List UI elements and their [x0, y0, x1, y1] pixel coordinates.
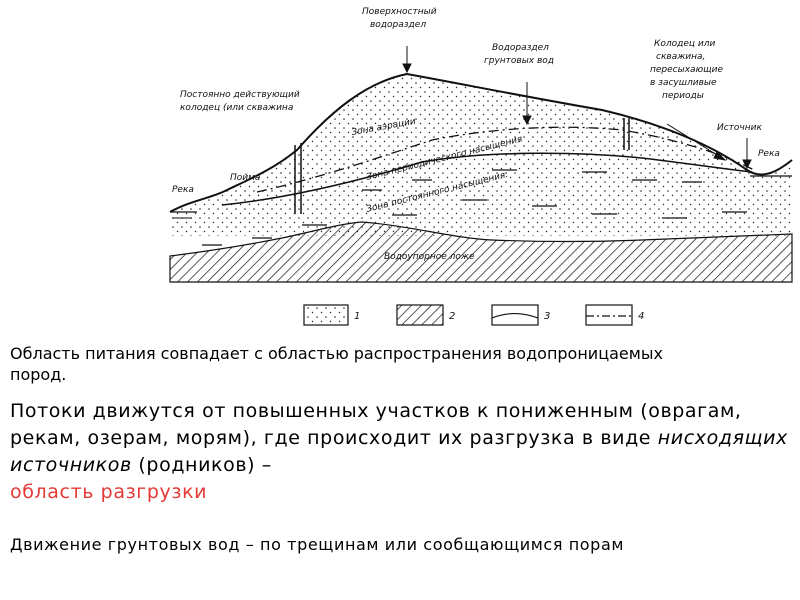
label-river-right: Река	[758, 149, 780, 159]
label-aquiclude: Водоупорное ложе	[384, 252, 475, 262]
svg-text:периоды: периоды	[662, 91, 704, 101]
label-well-drying: Колодец или	[654, 39, 716, 49]
label-surface-divide-2: водораздел	[370, 20, 427, 30]
svg-text:в засушливые: в засушливые	[650, 78, 717, 88]
paragraph-recharge: Область питания совпадает с областью распространения водопроницаемых пород.	[10, 344, 663, 384]
label-aeration: Зона аэрации	[350, 116, 417, 138]
svg-text:4: 4	[638, 311, 645, 322]
svg-text:колодец (или скважина: колодец (или скважина	[180, 103, 294, 113]
svg-text:1: 1	[354, 311, 361, 322]
discharge-area-highlight: область разгрузки	[10, 481, 208, 503]
label-ground-divide-2: грунтовых вод	[484, 56, 555, 66]
hydrogeology-diagram	[162, 0, 800, 336]
paragraph-flow-italic: нисходящих источников	[10, 427, 788, 476]
label-constant: Зона постоянного насыщения.	[365, 169, 510, 215]
paragraph-flow-text: Потоки движутся от повышенных участков к пониженным (оврагам, рекам, озерам, морям), где происходит их разгрузка в виде	[10, 400, 742, 449]
label-floodplain: Пойма	[230, 173, 261, 183]
label-permanent-well: Постоянно действующий	[180, 90, 300, 100]
paragraph-movement: Движение грунтовых вод – по трещинам или сообщающимся порам	[10, 535, 625, 554]
svg-text:пересыхающие: пересыхающие	[650, 65, 724, 75]
paragraph-flow-text-2: (родников) –	[131, 454, 272, 476]
label-surface-divide: Поверхностный	[362, 7, 437, 17]
svg-text:2: 2	[449, 311, 456, 322]
label-ground-divide: Водораздел	[492, 43, 549, 53]
label-river-left: Река	[172, 185, 194, 195]
label-source: Источник	[717, 123, 762, 133]
svg-text:скважина,: скважина,	[656, 52, 706, 62]
paragraph-flow	[10, 398, 790, 506]
label-periodic: Зона периодического насыщения	[365, 134, 524, 183]
svg-text:3: 3	[544, 311, 551, 322]
